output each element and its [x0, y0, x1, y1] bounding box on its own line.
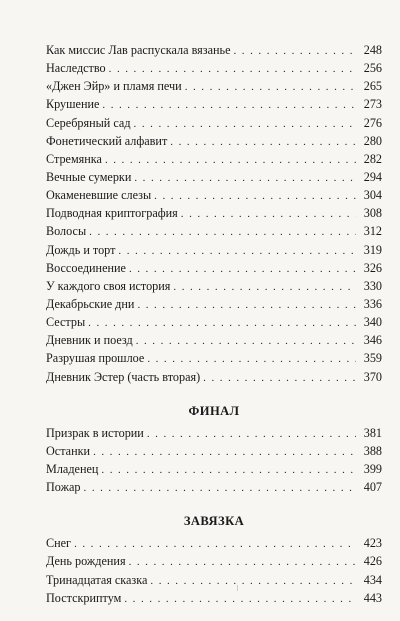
toc-entry [46, 114, 382, 132]
toc-leader-dots [147, 425, 356, 443]
toc-entry-page: 276 [363, 115, 382, 130]
toc-entry-title: Воссоединение [46, 260, 126, 275]
toc-leader-dots [181, 205, 356, 223]
toc-leader-dots [234, 42, 357, 60]
toc-entry [46, 77, 382, 95]
toc-entry-page: 443 [363, 590, 382, 605]
toc-entry-title: Как миссис Лав распускала вязанье [46, 43, 231, 57]
toc-entry-page: 426 [363, 554, 382, 569]
toc-entry [46, 259, 382, 277]
toc-entry-page: 359 [363, 351, 382, 366]
section-heading-zavyazka: ЗАВЯЗКА [183, 514, 245, 529]
toc-entry-title: Вечные сумерки [46, 169, 132, 184]
toc-entry-title: «Джен Эйр» и пламя печи [46, 79, 182, 94]
toc-leader-dots [129, 260, 356, 278]
toc-leader-dots [84, 479, 356, 497]
toc-entry-title: Младенец [46, 461, 99, 476]
toc-entry [46, 534, 382, 552]
toc-entry-page: 399 [363, 461, 382, 476]
toc-list-final [46, 424, 382, 497]
toc-leader-dots [101, 461, 356, 479]
toc-entry-page: 308 [363, 206, 382, 221]
toc-leader-dots [105, 151, 356, 169]
toc-entry-title: Серебряный сад [46, 115, 131, 130]
toc-entry [46, 313, 382, 331]
toc-leader-dots [136, 332, 356, 350]
toc-entry-page: 346 [363, 333, 382, 348]
toc-entry-page: 381 [363, 425, 382, 440]
toc-entry [46, 222, 382, 240]
toc-entry [46, 41, 382, 59]
toc-entry-page: 340 [363, 315, 382, 330]
toc-entry-page: 248 [363, 43, 382, 57]
toc-entry [46, 442, 382, 460]
toc-leader-dots [118, 242, 356, 260]
toc-entry-page: 370 [363, 369, 382, 384]
toc-entry-page: 265 [363, 79, 382, 94]
toc-leader-dots [74, 535, 356, 553]
toc-entry [46, 424, 382, 442]
toc-entry [46, 150, 382, 168]
toc-entry [46, 204, 382, 222]
toc-entry-page: 407 [363, 480, 382, 495]
toc-leader-dots [134, 115, 356, 133]
toc-entry [46, 368, 382, 386]
toc-entry-title: Постскриптум [46, 590, 122, 605]
toc-leader-dots [137, 296, 356, 314]
toc-entry-title: Подводная криптография [46, 206, 178, 221]
toc-entry [46, 186, 382, 204]
toc-entry [46, 295, 382, 313]
toc-entry-title: Останки [46, 443, 91, 458]
toc-entry-page: 304 [363, 188, 382, 203]
toc-leader-dots [124, 590, 356, 608]
toc-leader-dots [93, 443, 356, 461]
toc-entry [46, 589, 382, 607]
toc-leader-dots [173, 278, 356, 296]
toc-entry-title: У каждого своя история [46, 278, 171, 293]
toc-leader-dots [102, 96, 356, 114]
toc-leader-dots [89, 223, 356, 241]
toc-entry-title: Сестры [46, 315, 86, 330]
toc-entry [46, 95, 382, 113]
toc-entry-page: 256 [363, 61, 382, 76]
toc-entry [46, 241, 382, 259]
toc-entry-title: Пожар [46, 480, 81, 495]
toc-entry-page: 273 [363, 97, 382, 112]
toc-entry-title: Крушение [46, 97, 100, 112]
section-heading-final: ФИНАЛ [188, 403, 240, 418]
toc-leader-dots [150, 572, 356, 590]
toc-leader-dots [170, 133, 356, 151]
toc-entry-title: Дождь и торт [46, 242, 116, 257]
toc-entry [46, 571, 382, 589]
toc-entry-page: 294 [363, 169, 382, 184]
toc-entry-page: 336 [363, 296, 382, 311]
toc-entry-title: Фонетический алфавит [46, 133, 168, 148]
toc-list-main [46, 41, 382, 386]
toc-leader-dots [129, 553, 356, 571]
toc-entry [46, 59, 382, 77]
toc-entry [46, 552, 382, 570]
toc-entry-title: Стремянка [46, 151, 102, 166]
toc-entry-page: 326 [363, 260, 382, 275]
toc-entry [46, 460, 382, 478]
toc-entry-title: Призрак в истории [46, 425, 144, 440]
toc-entry-title: День рождения [46, 554, 126, 569]
toc-entry-title: Разрушая прошлое [46, 351, 145, 366]
toc-entry-title: Декабрьские дни [46, 296, 135, 311]
toc-leader-dots [185, 78, 356, 96]
toc-entry-page: 434 [363, 572, 382, 587]
toc-entry-page: 330 [363, 278, 382, 293]
toc-leader-dots [88, 314, 356, 332]
toc-entry-page: 312 [363, 224, 382, 239]
toc-entry [46, 331, 382, 349]
toc-entry [46, 478, 382, 496]
toc-entry-page: 423 [363, 536, 382, 551]
toc-entry-page: 319 [363, 242, 382, 257]
toc-entry [46, 132, 382, 150]
toc-entry-page: 388 [363, 443, 382, 458]
toc-entry-page: 280 [363, 133, 382, 148]
toc-leader-dots [203, 369, 356, 387]
page-smudge-mark [237, 585, 238, 591]
toc-leader-dots [134, 169, 356, 187]
toc-entry-title: Дневник Эстер (часть вторая) [46, 369, 201, 384]
toc-leader-dots [147, 350, 356, 368]
toc-entry-title: Тринадцатая сказка [46, 572, 148, 587]
toc-entry [46, 349, 382, 367]
toc-list-zavyazka [46, 534, 382, 607]
toc-entry-title: Наследство [46, 61, 106, 76]
toc-entry-title: Окаменевшие слезы [46, 188, 152, 203]
toc-entry-title: Дневник и поезд [46, 333, 133, 348]
toc-entry [46, 168, 382, 186]
toc-entry-title: Волосы [46, 224, 87, 239]
toc-leader-dots [154, 187, 356, 205]
toc-entry-page: 282 [363, 151, 382, 166]
toc-leader-dots [109, 60, 356, 78]
toc-entry-title: Снег [46, 536, 72, 551]
toc-entry [46, 277, 382, 295]
